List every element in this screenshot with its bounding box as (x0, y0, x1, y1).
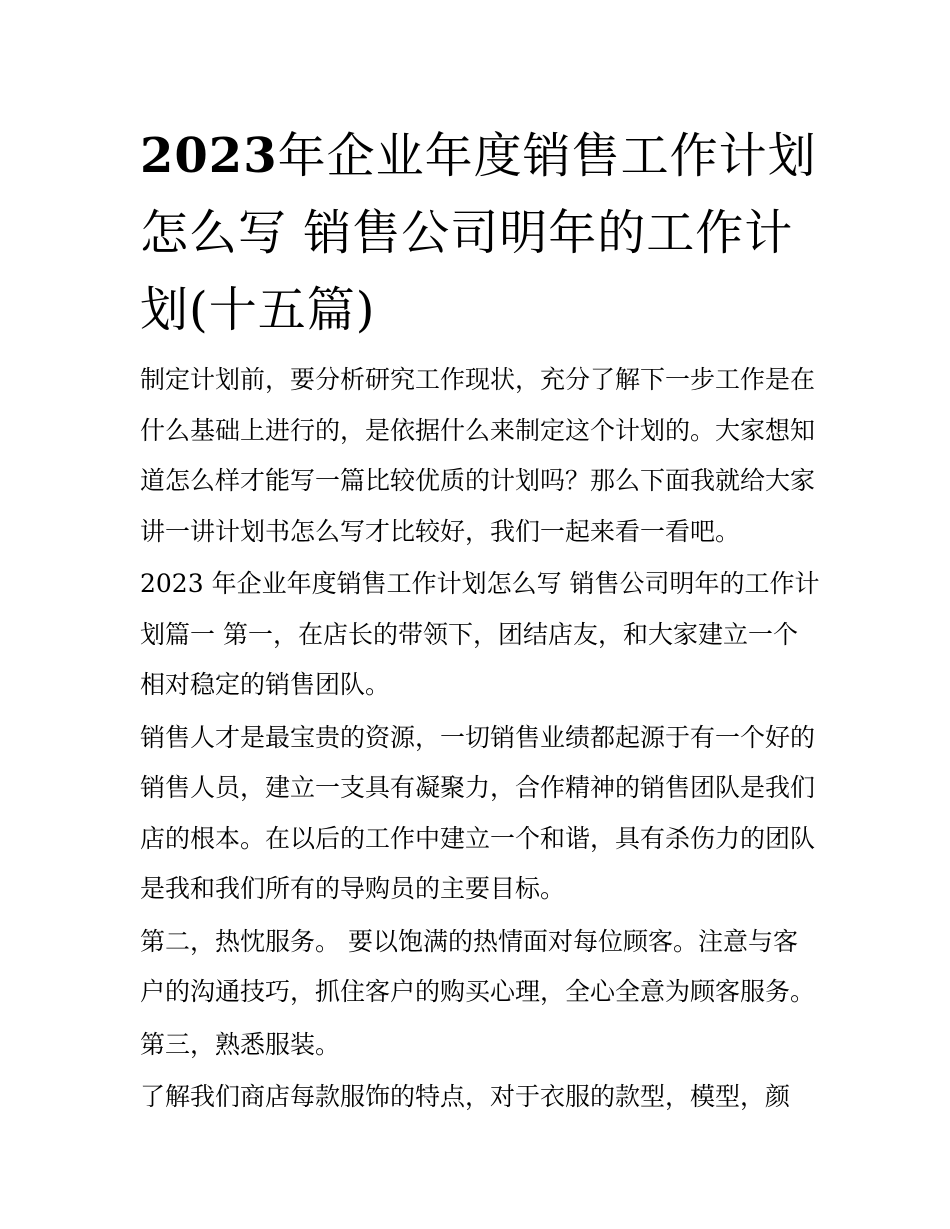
paragraph-plan-one: 2023 年企业年度销售工作计划怎么写 销售公司明年的工作计划篇一 第一，在店长的带领下，团结店友，和大家建立一个相对稳定的销售团队。 (140, 569, 820, 699)
paragraph-clothing: 了解我们商店每款服饰的特点，对于衣服的款型，模型，颜 (140, 1082, 791, 1111)
document-body (140, 355, 820, 1125)
paragraph-clothing-heading: 第三，熟悉服装。 (140, 1029, 341, 1059)
title-text: 年企业年度销售工作计划怎么写 销售公司明年的工作计划(十五篇) (140, 128, 817, 338)
document-title (140, 118, 820, 349)
paragraph-intro: 制定计划前，要分析研究工作现状，充分了解下一步工作是在什么基础上进行的，是依据什么来制定这个计划的。大家想知道怎么样才能写一篇比较优质的计划吗？那么下面我就给大家讲一讲计划书怎么写才比较好，我们一起来看一看吧。 (140, 365, 816, 546)
paragraph-sales-talent: 销售人才是最宝贵的资源，一切销售业绩都起源于有一个好的销售人员，建立一支具有凝聚力，合作精神的销售团队是我们店的根本。在以后的工作中建立一个和谐，具有杀伤力的团队是我和我们所有的导购员的主要目标。 (140, 722, 816, 903)
paragraph-service: 第二，热忱服务。 要以饱满的热情面对每位顾客。注意与客户的沟通技巧，抓住客户的购买心理，全心全意为顾客服务。 (140, 926, 816, 1006)
title-year: 2023 (140, 128, 278, 184)
